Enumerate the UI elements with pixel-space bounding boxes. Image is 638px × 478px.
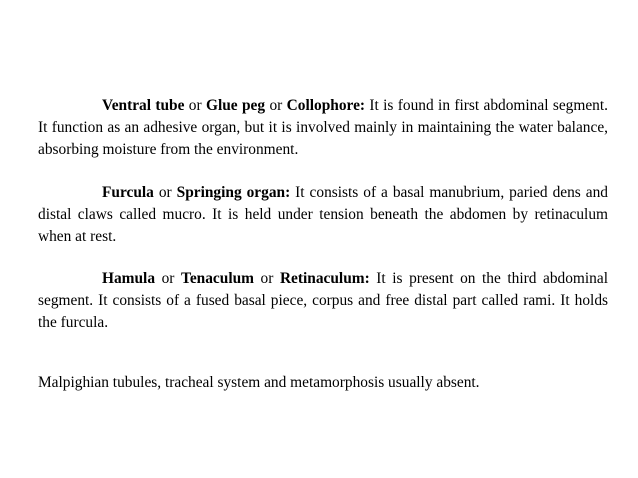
paragraph-hamula	[38, 268, 608, 334]
description-text: Malpighian tubules, tracheal system and metamorphosis usually absent.	[38, 374, 480, 391]
paragraph-ventral-tube	[38, 95, 608, 161]
connector-text: or	[153, 184, 177, 201]
connector-text: or	[155, 270, 181, 287]
description-text: It is found in first abdominal segment. It function as an adhesive organ, but it is involved mainly in maintaining the water balance, absorbing moisture from the environment.	[38, 97, 608, 158]
paragraph-furcula	[38, 182, 608, 248]
term-tenaculum: Tenaculum	[180, 270, 254, 287]
term-collophore: Collophore:	[286, 97, 366, 114]
description-text: It is present on the third abdominal segment. It consists of a fused basal piece, corpus and free distal part called rami. It holds the furcula.	[38, 270, 608, 331]
paragraph-absent-structures	[38, 372, 608, 394]
term-ventral-tube: Ventral tube	[102, 97, 185, 114]
term-springing-organ: Springing organ:	[176, 184, 291, 201]
description-text: It consists of a basal manubrium, paried dens and distal claws called mucro. It is held under tension beneath the abdomen by retinaculum when at rest.	[38, 184, 608, 245]
term-hamula: Hamula	[102, 270, 156, 287]
connector-text: or	[184, 97, 206, 114]
connector-text: or	[265, 97, 287, 114]
term-glue-peg: Glue peg	[206, 97, 266, 114]
connector-text: or	[253, 270, 280, 287]
term-retinaculum: Retinaculum:	[279, 270, 370, 287]
term-furcula: Furcula	[102, 184, 154, 201]
